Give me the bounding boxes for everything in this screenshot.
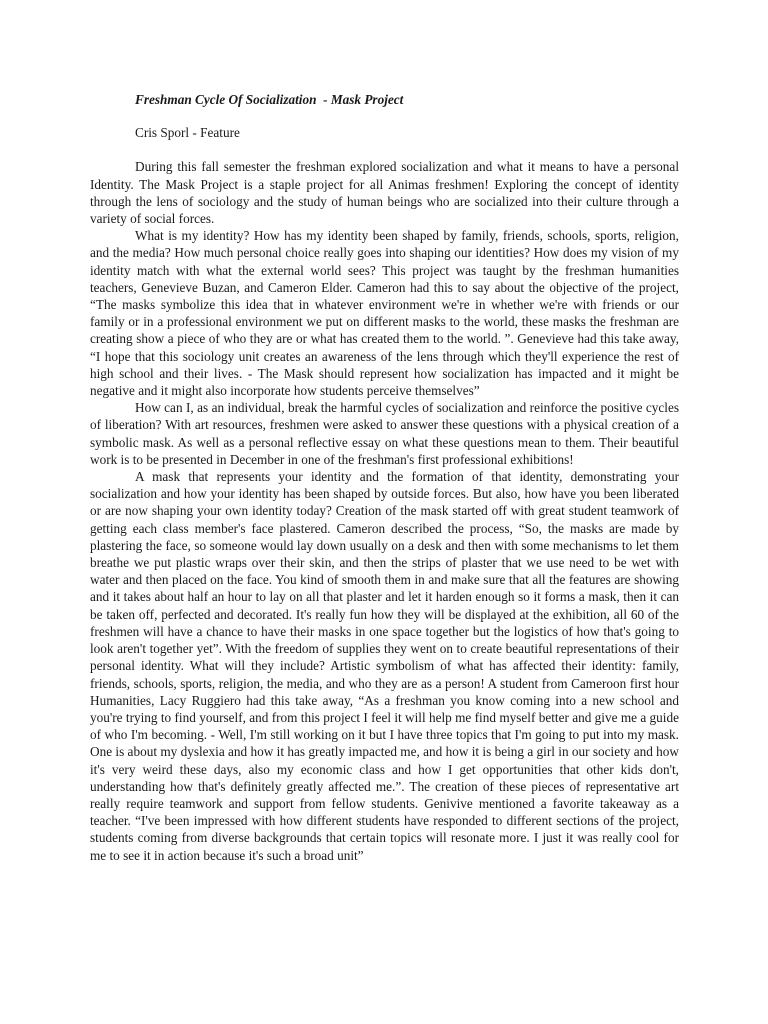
paragraph: What is my identity? How has my identity been shaped by family, friends, schools, sports, religion, and the media? How much personal choice really goes into shaping our identities? How does my vision of my identity match with what the external world sees? This project was taught by the freshman humanities teachers, Genevieve Buzan, and Cameron Elder. Cameron had this to say about the objective of the project, “The masks symbolize this idea that in whatever environment we're in whether we're with friends or our family or in a professional environment we put on different masks to the world, these masks the freshman are creating show a piece of who they are or what has created them to the world. ”. Genevieve had this take away, “I hope that this sociology unit creates an awareness of the lens through which they'll experience the rest of high school and their lives. - The Mask should represent how socialization has impacted and it might be negative and it might also incorporate how students perceive themselves” xyxy=(90,228,679,399)
article-body xyxy=(90,158,679,863)
paragraph: A mask that represents your identity and the formation of that identity, demonstrating your socialization and how your identity has been shaped by outside forces. But also, how have you been liberated or are now shaping your own identity today? Creation of the mask started off with great student teamwork of getting each class member's face plastered. Cameron described the process, “So, the masks are made by plastering the face, so someone would lay down usually on a desk and then with some mechanisms to let them breathe we put plastic wraps over their skin, and then the strips of plaster that we use need to be wet with water and then placed on the face. You kind of smooth them in and make sure that all the features are showing and it takes about half an hour to lay on all that plaster and let it harden enough so it forms a mask, then it can be taken off, perfected and decorated. It's really fun how they will be displayed at the exhibition, all 60 of the freshmen will have a chance to have their masks in one space together but the logistics of how that's going to look aren't together yet”. With the freedom of supplies they went on to create beautiful representations of their personal identity. What will they include? Artistic symbolism of what has affected their identity: family, friends, schools, sports, religion, the media, and who they are as a person! A student from Cameroon first hour Humanities, Lacy Ruggiero had this take away, “As a freshman you know coming into a new school and you're trying to find yourself, and from this project I feel it will help me find myself better and give me a guide of who I'm becoming. - Well, I'm still working on it but I have three topics that I'm going to put into my mask. One is about my dyslexia and how it has greatly impacted me, and how it is being a girl in our society and how it's very weird these days, also my economic class and how I get opportunities that other kids don't, understanding how that's definitely greatly affected me.”. The creation of these pieces of representative art really require teamwork and support from fellow students. Genivive mentioned a favorite takeaway as a teacher. “I've been impressed with how different students have responded to different sections of the project, students coming from diverse backgrounds that certain topics will resonate more. I just it was really cool for me to see it in action because it's such a broad unit” xyxy=(90,469,679,863)
document-page xyxy=(90,91,679,864)
paragraph: During this fall semester the freshman explored socialization and what it means to have a personal Identity. The Mask Project is a staple project for all Animas freshmen! Exploring the concept of identity through the lens of sociology and the study of human beings who are socialized into their culture through a variety of social forces. xyxy=(90,159,679,227)
document-title: Freshman Cycle Of Socialization - Mask Project xyxy=(135,92,404,107)
author-byline: Cris Sporl - Feature xyxy=(135,125,240,141)
paragraph: How can I, as an individual, break the harmful cycles of socialization and reinforce the positive cycles of liberation? With art resources, freshmen were asked to answer these questions with a physical creation of a symbolic mask. As well as a personal reflective essay on what these questions mean to them. Their beautiful work is to be presented in December in one of the freshman's first professional exhibitions! xyxy=(90,400,679,467)
